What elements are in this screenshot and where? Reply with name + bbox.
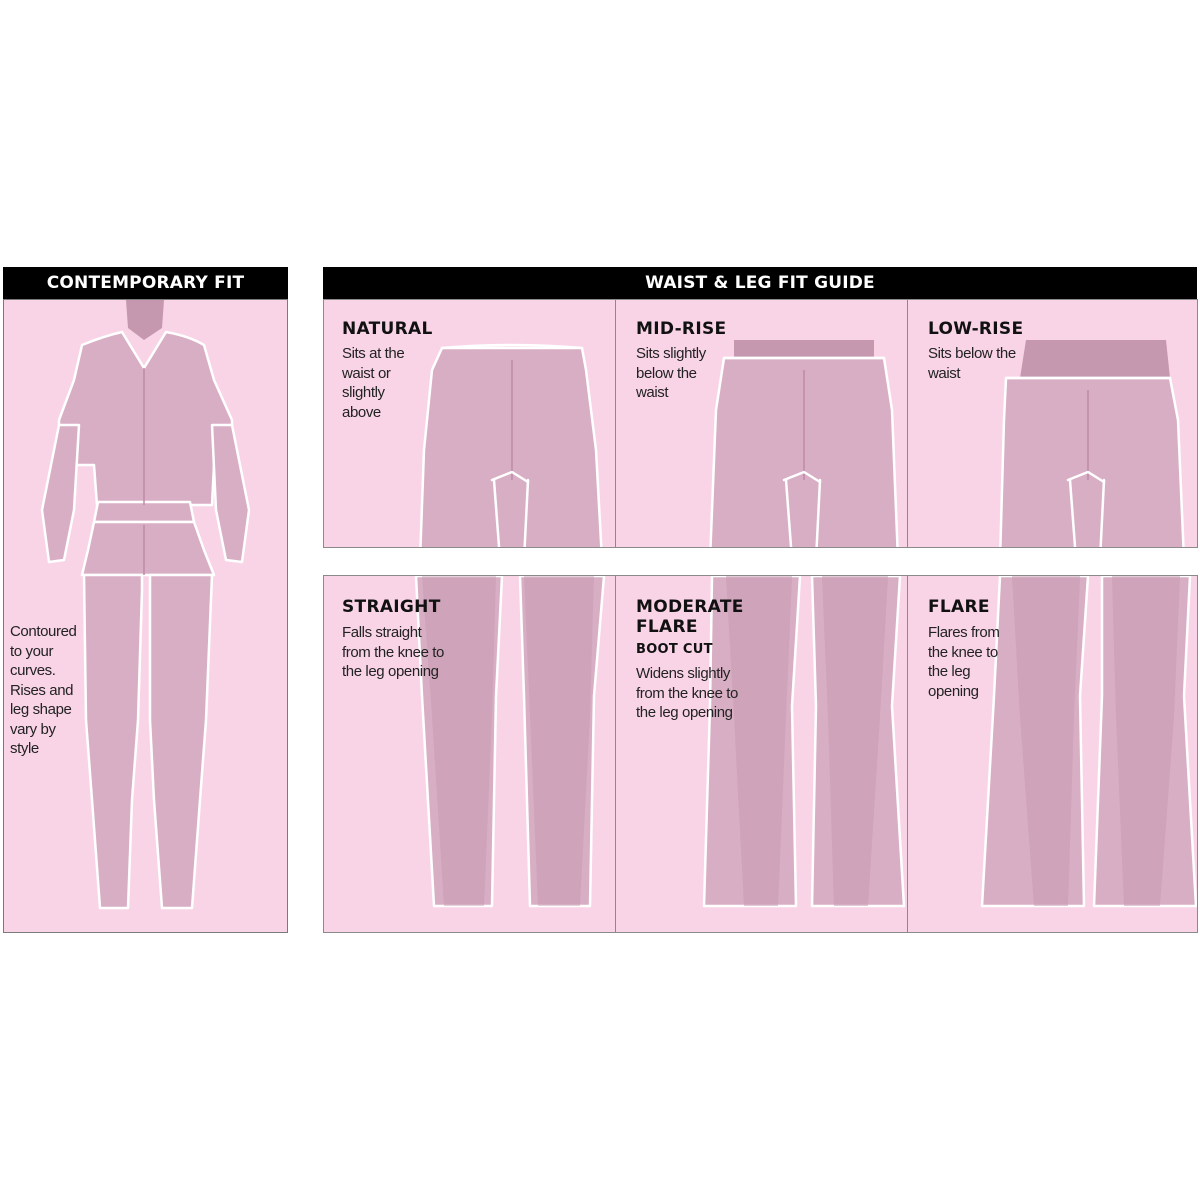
leg-title: MODERATE FLARE [636, 597, 744, 637]
mid-rise-waist-cell [615, 299, 908, 548]
waist-leg-fit-guide-header: WAIST & LEG FIT GUIDE [323, 267, 1197, 299]
contemporary-fit-header: CONTEMPORARY FIT [3, 267, 288, 299]
leg-description: Widens slightly from the knee to the leg opening [636, 665, 738, 721]
waist-description: Sits slightly below the waist [636, 345, 706, 401]
low-rise-waist-cell [907, 299, 1198, 548]
leg-title: STRAIGHT [342, 597, 441, 617]
leg-description: Falls straight from the knee to the leg opening [342, 624, 444, 680]
contemporary-fit-description: Contoured to your curves. Rises and leg shape vary by style [10, 623, 77, 757]
mannequin-figure [4, 300, 288, 933]
waist-title: NATURAL [342, 319, 433, 339]
leg-subtitle: BOOT CUT [636, 642, 713, 657]
moderate-flare-leg-cell [615, 575, 908, 933]
straight-leg-cell [323, 575, 616, 933]
waist-description: Sits below the waist [928, 345, 1016, 382]
waist-description: Sits at the waist or slightly above [342, 345, 405, 421]
leg-description: Flares from the knee to the leg opening [928, 624, 1000, 700]
flare-leg-cell [907, 575, 1198, 933]
waist-title: LOW-RISE [928, 319, 1024, 339]
natural-waist-cell [323, 299, 616, 548]
contemporary-fit-panel [3, 299, 288, 933]
leg-title: FLARE [928, 597, 990, 617]
waist-title: MID-RISE [636, 319, 727, 339]
